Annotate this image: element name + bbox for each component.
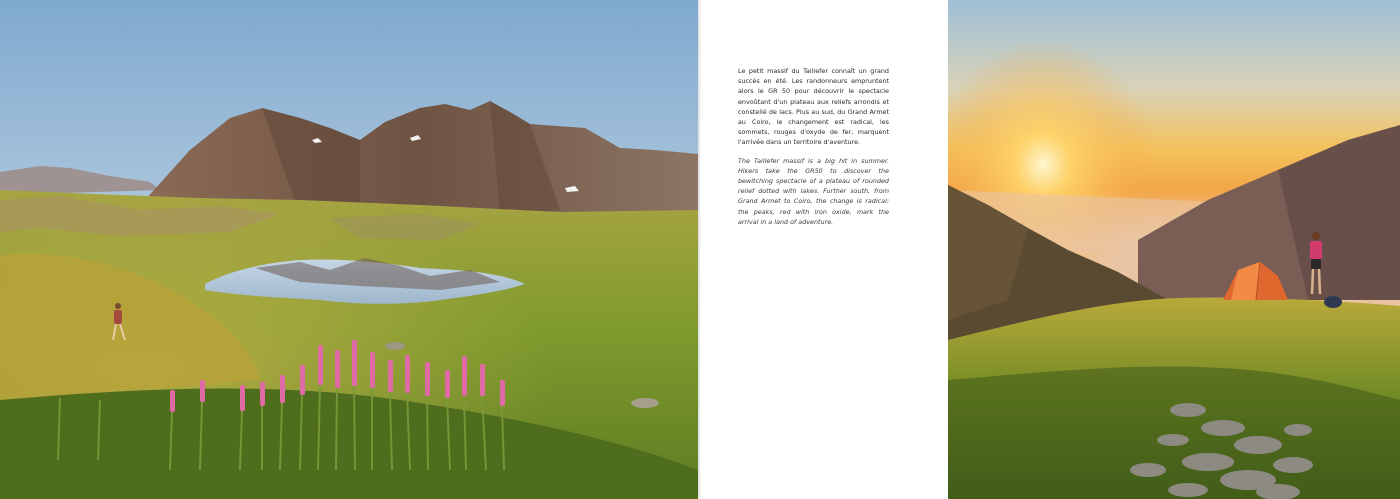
- photo-sunset-camp: [948, 0, 1400, 499]
- text-page: [701, 0, 948, 499]
- mountain-lake-illustration: [0, 0, 698, 499]
- text-block: [738, 66, 889, 227]
- photo-mountain-lake: [0, 0, 698, 499]
- sunset-camp-illustration: [948, 0, 1400, 499]
- paragraph-french: Le petit massif du Taillefer connaît un grand succès en été. Les randonneurs empruntent alors le GR 50 pour découvrir le spectacle envoûtant d'un plateau aux reliefs arrondis et constellé de lacs. Plus au sud, du Grand Armet au Coiro, le changement est radical, les sommets, rouges d'oxyde de fer, marquent l'arrivée dans un territoire d'aventure.: [738, 67, 889, 147]
- paragraph-english: The Taillefer massif is a big hit in summer. Hikers take the GR50 to discover the bewitching spectacle of a plateau of rounded relief dotted with lakes. Further south, from Grand Armet to Coiro, the change is radical: the peaks, red with iron oxide, mark the arrival in a land of adventure.: [738, 156, 889, 226]
